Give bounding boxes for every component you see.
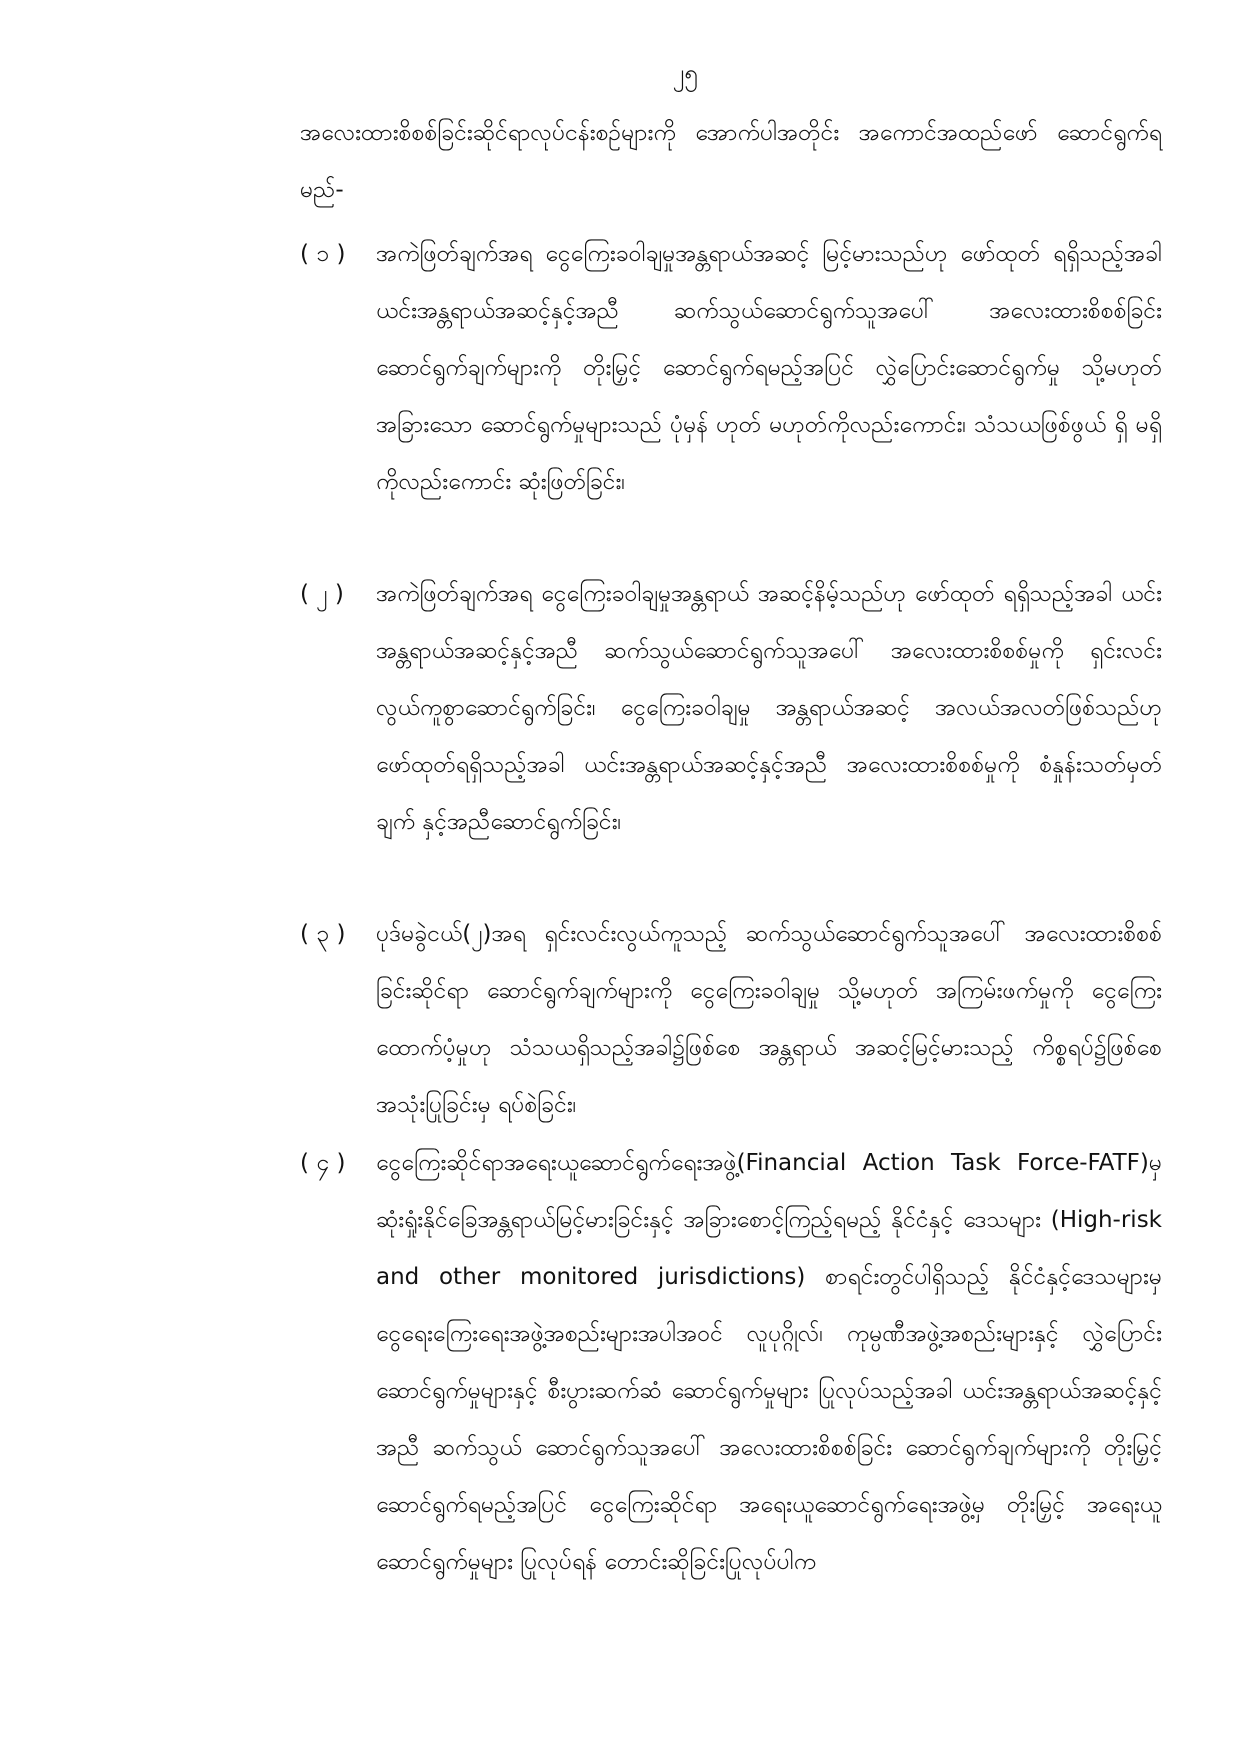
list-item-text: အကဲဖြတ်ချက်အရ ငွေကြေးခဝါချမှုအန္တရာယ် အဆင့်နိမ့်သည်ဟု ဖော်ထုတ် ရရှိသည့်အခါ ယင်းအန္တရာယ်အဆင့်နှင့်အညီ ဆက်သွယ်ဆောင်ရွက်သူအပေါ် အလေးထားစိစစ်မှုကို ရှင်းလင်းလွယ်ကူစွာဆောင်ရွက်ခြင်း၊ ငွေကြေးခဝါချမှု အန္တရာယ်အဆင့် အလယ်အလတ်ဖြစ်သည်ဟု ဖော်ထုတ်ရရှိသည့်အခါ ယင်းအန္တရာယ်အဆင့်နှင့်အညီ အလေးထားစိစစ်မှုကို စံနှုန်းသတ်မှတ်ချက် နှင့်အညီဆောင်ရွက်ခြင်း၊ xyxy=(376,581,1162,835)
list-item-text: ပုဒ်မခွဲငယ်(၂)အရ ရှင်းလင်းလွယ်ကူသည့် ဆက်သွယ်ဆောင်ရွက်သူအပေါ် အလေးထားစိစစ်ခြင်းဆိုင်ရာ ဆောင်ရွက်ချက်များကို ငွေကြေးခဝါချမှု သို့မဟုတ် အကြမ်းဖက်မှုကို ငွေကြေးထောက်ပံ့မှုဟု သံသယရှိသည့်အခါ၌ဖြစ်စေ အန္တရာယ် အဆင့်မြင့်မားသည့် ကိစ္စရပ်၌ဖြစ်စေ အသုံးပြုခြင်းမှ ရပ်စဲခြင်း၊ xyxy=(376,921,1162,1118)
list-item xyxy=(300,226,1162,511)
list-item-number: ( ၃ ) xyxy=(300,921,346,947)
list-item-number: ( ၄ ) xyxy=(300,1150,346,1176)
list-item xyxy=(300,1135,1162,1591)
page-number: ၂၅ xyxy=(672,59,698,87)
list-item-number: ( ၂ ) xyxy=(300,581,344,607)
intro-paragraph: အလေးထားစိစစ်ခြင်းဆိုင်ရာလုပ်ငန်းစဉ်များကို အောက်ပါအတိုင်း အကောင်အထည်ဖော် ဆောင်ရွက်ရမည်- xyxy=(300,120,1162,203)
list-item-number: ( ၁ ) xyxy=(300,241,346,267)
list-item xyxy=(300,906,1162,1134)
list-item-text: အကဲဖြတ်ချက်အရ ငွေကြေးခဝါချမှုအန္တရာယ်အဆင့် မြင့်မားသည်ဟု ဖော်ထုတ် ရရှိသည့်အခါ ယင်းအန္တရာယ်အဆင့်နှင့်အညီ ဆက်သွယ်ဆောင်ရွက်သူအပေါ် အလေးထားစိစစ်ခြင်း ဆောင်ရွက်ချက်များကို တိုးမြှင့် ဆောင်ရွက်ရမည့်အပြင် လွှဲပြောင်းဆောင်ရွက်မှု သို့မဟုတ် အခြားသော ဆောင်ရွက်မှုများသည် ပုံမှန် ဟုတ် မဟုတ်ကိုလည်းကောင်း၊ သံသယဖြစ်ဖွယ် ရှိ မရှိကိုလည်းကောင်း ဆုံးဖြတ်ခြင်း၊ xyxy=(376,241,1162,495)
list-item xyxy=(300,566,1162,851)
list-item-text: ငွေကြေးဆိုင်ရာအရေးယူဆောင်ရွက်ရေးအဖွဲ့(Financial Action Task Force-FATF)မှ ဆုံးရှုံးနိုင်ခြေအန္တရာယ်မြင့်မားခြင်းနှင့် အခြားစောင့်ကြည့်ရမည့် နိုင်ငံနှင့် ဒေသများ (High-risk and other monitored jurisdictions) စာရင်းတွင်ပါရှိသည့် နိုင်ငံနှင့်ဒေသများမှ ငွေရေးကြေးရေးအဖွဲ့အစည်းများအပါအဝင် လူပုဂ္ဂိုလ်၊ ကုမ္ပဏီအဖွဲ့အစည်းများနှင့် လွှဲပြောင်းဆောင်ရွက်မှုများနှင့် စီးပွားဆက်ဆံ ဆောင်ရွက်မှုများ ပြုလုပ်သည့်အခါ ယင်းအန္တရာယ်အဆင့်နှင့်အညီ ဆက်သွယ် ဆောင်ရွက်သူအပေါ် အလေးထားစိစစ်ခြင်း ဆောင်ရွက်ချက်များကို တိုးမြှင့် ဆောင်ရွက်ရမည့်အပြင် ငွေကြေးဆိုင်ရာ အရေးယူဆောင်ရွက်ရေးအဖွဲ့မှ တိုးမြှင့် အရေးယူဆောင်ရွက်မှုများ ပြုလုပ်ရန် တောင်းဆိုခြင်းပြုလုပ်ပါက xyxy=(376,1150,1162,1575)
